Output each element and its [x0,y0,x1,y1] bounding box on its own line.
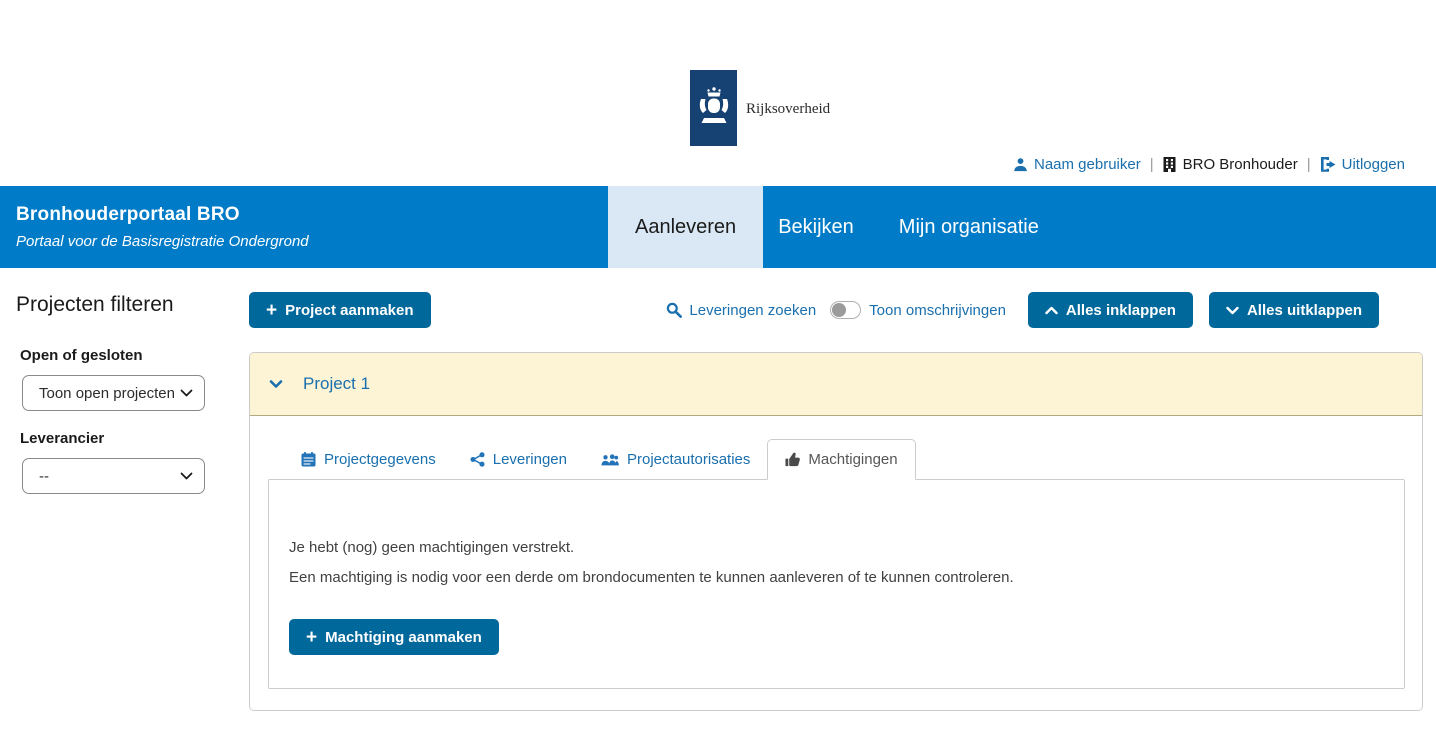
empty-state-line1: Je hebt (nog) geen machtigingen verstrekt. [289,539,575,556]
logout-label: Uitloggen [1341,156,1405,173]
plus-icon: + [306,626,318,648]
project-panel [249,352,1423,711]
create-machtiging-button[interactable] [289,619,499,655]
thumbs-up-icon [785,452,800,467]
logout-link[interactable] [1320,156,1405,173]
main-column [249,268,1436,711]
rijksoverheid-wordmark: Rijksoverheid [746,101,831,117]
create-project-label: Project aanmaken [285,301,414,319]
collapse-all-label: Alles inklappen [1065,301,1176,319]
create-machtiging-label: Machtiging aanmaken [325,628,482,646]
building-icon [1163,157,1176,172]
show-descriptions-label[interactable]: Toon omschrijvingen [869,301,1006,319]
machtigingen-tab-content [268,479,1405,689]
leverancier-select-wrap [22,458,205,494]
organisation-item [1163,156,1298,173]
content-area [0,268,1436,711]
search-icon [666,302,682,318]
tab-projectgegevens[interactable] [284,439,453,480]
open-gesloten-select-wrap [22,375,205,411]
chevron-down-icon [269,379,283,389]
chevron-up-icon [1045,306,1058,315]
tab-machtigingen[interactable] [767,439,915,480]
tab-label: Projectautorisaties [626,451,751,468]
project-panel-body [250,416,1422,710]
user-bar [1013,156,1405,173]
share-icon [470,452,485,467]
separator: | [1306,156,1311,173]
leverancier-select[interactable] [23,459,204,493]
search-label: Leveringen zoeken [689,301,817,319]
logout-icon [1320,157,1336,172]
chevron-down-icon [1226,306,1239,315]
nav-tab-label: Mijn organisatie [898,215,1039,238]
create-project-button[interactable] [249,292,431,328]
portal-brand [16,204,309,250]
tab-projectautorisaties[interactable] [584,439,767,480]
toggle-knob [832,303,846,317]
rijksoverheid-logo [690,70,830,146]
separator: | [1149,156,1154,173]
collapse-all-button[interactable] [1028,292,1193,328]
filter-label-leverancier: Leverancier [20,430,105,447]
nav-tab-aanleveren[interactable] [608,186,763,268]
filter-label-open-gesloten: Open of gesloten [20,347,143,364]
tab-label: Leveringen [492,451,567,468]
nav-tab-mijn-organisatie[interactable] [884,186,1054,268]
portal-subtitle: Portaal voor de Basisregistratie Ondergrond [16,233,309,250]
filter-sidebar [0,268,249,494]
project-tabs [284,439,1405,480]
show-descriptions-toggle[interactable] [830,301,861,319]
sidebar-title: Projecten filteren [16,293,174,316]
user-name-label: Naam gebruiker [1034,156,1141,173]
nav-tab-label: Aanleveren [635,215,737,238]
main-navigation [0,186,1436,268]
users-icon [601,453,619,467]
open-gesloten-select[interactable] [23,376,204,410]
empty-state-line2: Een machtiging is nodig voor een derde om brondocumenten te kunnen aanleveren of te kunnen controleren. [289,569,1014,586]
user-name-link[interactable] [1013,156,1141,173]
project-title: Project 1 [303,374,371,393]
tab-label: Projectgegevens [324,451,436,468]
tab-label: Machtigingen [808,451,898,468]
toolbar-right [666,292,1379,328]
rijksoverheid-emblem [690,70,737,146]
expand-all-label: Alles uitklappen [1246,301,1362,319]
tab-leveringen[interactable] [453,439,584,480]
nav-tabs [608,186,1069,268]
organisation-label: BRO Bronhouder [1182,156,1298,173]
nav-tab-label: Bekijken [778,215,854,238]
project-panel-header[interactable] [250,353,1422,416]
page-header [0,0,1436,186]
search-leveringen-link[interactable] [666,302,816,319]
plus-icon: + [266,299,278,321]
projects-toolbar [249,292,1423,328]
calendar-icon [301,452,316,467]
coat-of-arms-icon [697,77,731,140]
expand-all-button[interactable] [1209,292,1379,328]
user-icon [1013,157,1028,172]
portal-title: Bronhouderportaal BRO [16,204,240,225]
nav-tab-bekijken[interactable] [763,186,869,268]
